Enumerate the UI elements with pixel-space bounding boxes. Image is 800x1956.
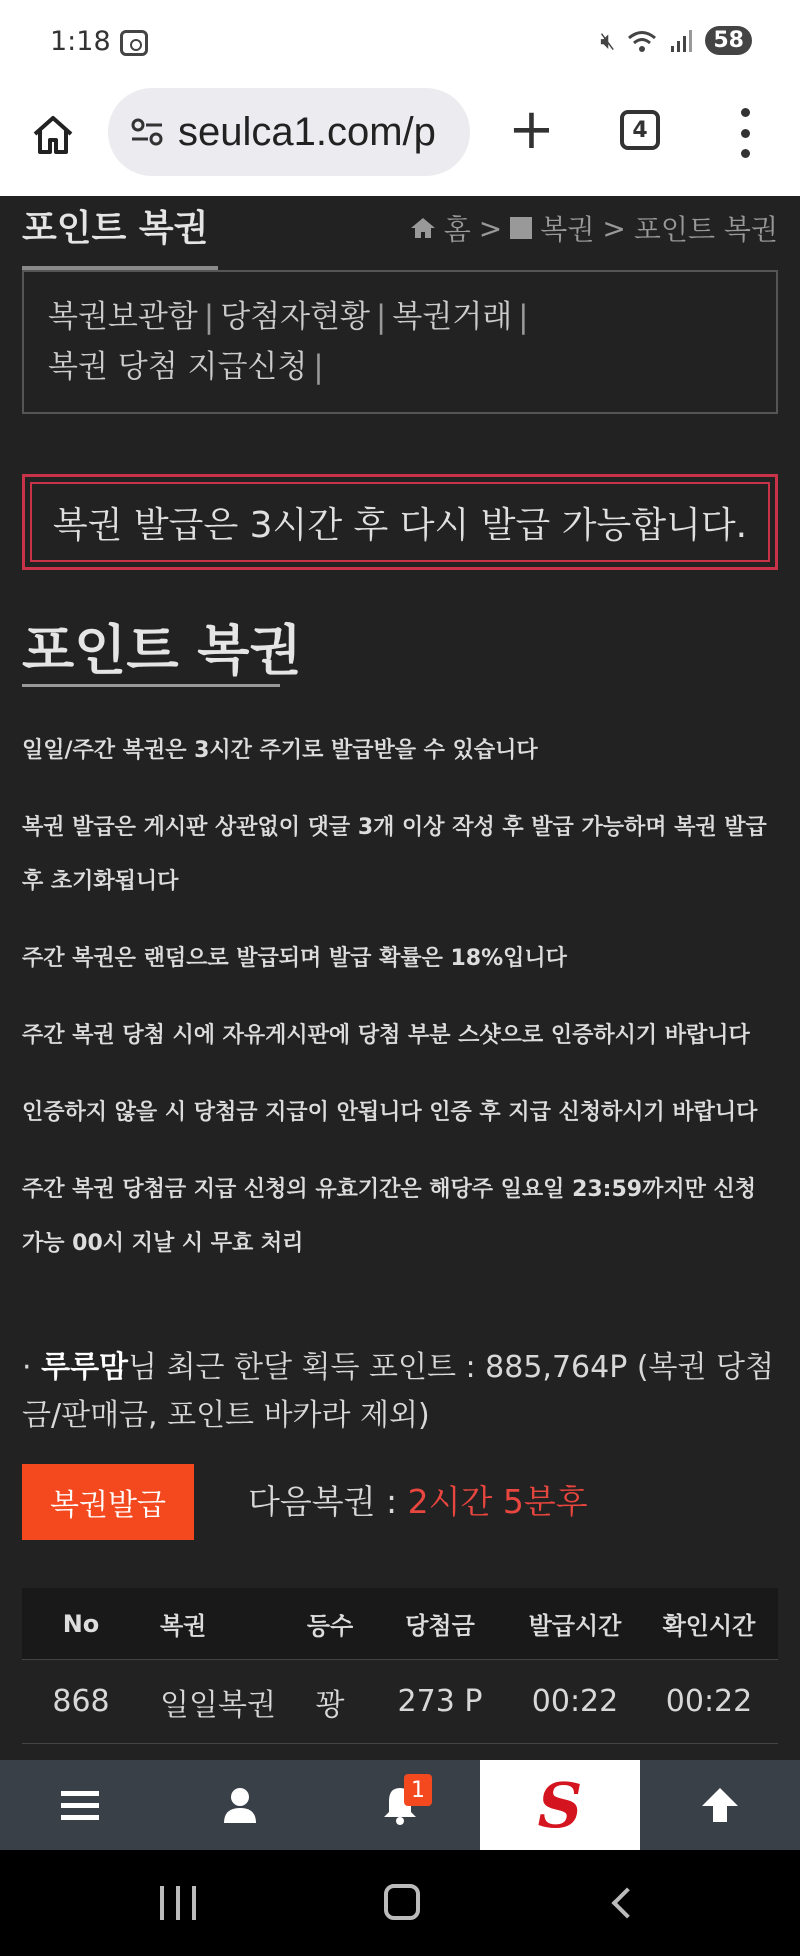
- sub-nav-separator: |: [203, 299, 215, 335]
- status-bar: [0, 0, 800, 88]
- site-logo: S: [537, 1768, 583, 1842]
- section-title: 포인트 복권: [22, 619, 302, 682]
- lottery-table: [22, 1588, 778, 1744]
- cell-rank: 꽝: [315, 1687, 345, 1723]
- rule-item: 주간 복권 당첨 시에 자유게시판에 당첨 부분 스샷으로 인증하시기 바랍니다: [22, 1023, 750, 1048]
- recents-icon[interactable]: [160, 1886, 196, 1920]
- notice-box: [22, 474, 778, 570]
- home-nav-icon[interactable]: [384, 1884, 420, 1920]
- header-prize: 당첨금: [405, 1612, 475, 1640]
- next-lottery-info: [248, 1476, 588, 1523]
- rule-item: 주간 복권은 랜덤으로 발급되며 발급 확률은 18%입니다: [22, 946, 567, 971]
- rule-item: 일일/주간 복권은 3시간 주기로 발급받을 수 있습니다: [22, 738, 538, 763]
- new-tab-icon[interactable]: +: [508, 97, 555, 162]
- table-row[interactable]: [22, 1660, 778, 1744]
- site-logo-button[interactable]: [480, 1760, 640, 1850]
- sub-nav-separator: |: [313, 349, 324, 385]
- mute-icon: 🔇︎: [600, 26, 616, 55]
- header-lottery: 복권: [160, 1612, 207, 1640]
- sub-nav-payout-request[interactable]: 복권 당첨 지급신청: [48, 349, 308, 385]
- scroll-top-button[interactable]: [640, 1760, 800, 1850]
- back-icon[interactable]: [611, 1887, 642, 1918]
- cell-lottery: 일일복권: [160, 1687, 276, 1723]
- notice-text: 복권 발급은 3시간 후 다시 발급 가능합니다.: [30, 482, 770, 562]
- home-icon[interactable]: [30, 112, 76, 158]
- page-title: 포인트 복권: [22, 208, 209, 249]
- points-text: 님 최근 한달 획득 포인트 : 885,764P (복권 당첨금/판매금, 포인트 바카라 제외): [22, 1350, 775, 1433]
- breadcrumb-separator: >: [602, 211, 626, 245]
- sub-nav-separator: |: [375, 299, 387, 335]
- more-menu-icon[interactable]: [738, 108, 752, 158]
- rule-item: 주간 복권 당첨금 지급 신청의 유효기간은 해당주 일요일 23:59까지만 신청 가능 00시 지날 시 무효 처리: [22, 1177, 757, 1256]
- browser-toolbar: [0, 88, 800, 196]
- breadcrumb-category[interactable]: 복권: [540, 213, 595, 246]
- section-underline: [22, 684, 280, 687]
- next-lottery-countdown: 2시간 5분후: [407, 1482, 588, 1521]
- cell-no: 868: [52, 1684, 110, 1719]
- sub-nav-winners[interactable]: 당첨자현황: [220, 299, 370, 335]
- notifications-button[interactable]: [320, 1760, 480, 1850]
- notification-count-badge: 1: [404, 1774, 432, 1806]
- rule-item: 인증하지 않을 시 당첨금 지급이 안됩니다 인증 후 지급 신청하시기 바랍니다: [22, 1100, 758, 1125]
- url-text[interactable]: seulca1.com/p: [178, 109, 436, 154]
- menu-button[interactable]: [0, 1760, 160, 1850]
- cell-issue-time: 00:22: [531, 1684, 619, 1719]
- sub-navigation: [22, 270, 778, 414]
- signal-icon: [669, 30, 693, 52]
- header-no: No: [62, 1609, 100, 1638]
- arrow-up-icon: [700, 1786, 740, 1824]
- hamburger-icon: [61, 1789, 99, 1821]
- rules-list: [22, 724, 782, 1294]
- header-check-time: 확인시간: [662, 1612, 756, 1640]
- android-navigation-bar: [0, 1850, 800, 1956]
- header-rank: 등수: [306, 1612, 354, 1640]
- rule-item: 복권 발급은 게시판 상관없이 댓글 3개 이상 작성 후 발급 가능하며 복권 발급 후 초기화됩니다: [22, 815, 767, 894]
- battery-indicator: 58: [705, 26, 752, 55]
- page-content: [0, 196, 800, 1760]
- cell-check-time: 00:22: [665, 1684, 753, 1719]
- user-nickname: 루루맘: [41, 1350, 129, 1385]
- sub-nav-lottery-trade[interactable]: 복권거래: [392, 299, 513, 335]
- sub-nav-separator: |: [518, 299, 529, 335]
- header-issue-time: 발급시간: [528, 1612, 622, 1640]
- site-settings-icon[interactable]: [130, 117, 164, 147]
- screenshot-icon: [120, 30, 148, 56]
- user-icon: [223, 1787, 257, 1823]
- breadcrumb-separator: >: [478, 211, 503, 245]
- breadcrumb-current: 포인트 복권: [633, 213, 778, 246]
- issue-lottery-button[interactable]: 복권발급: [22, 1464, 194, 1540]
- page-header: [22, 196, 778, 270]
- status-time: 1:18: [50, 26, 111, 57]
- table-header-row: [22, 1588, 778, 1660]
- next-lottery-label: 다음복권 :: [248, 1482, 408, 1521]
- points-summary: [22, 1344, 782, 1440]
- wifi-icon: [627, 29, 657, 53]
- url-bar[interactable]: [108, 88, 470, 176]
- cell-prize: 273 P: [397, 1684, 483, 1719]
- sub-nav-lottery-storage[interactable]: 복권보관함: [48, 299, 198, 335]
- bullet: ·: [22, 1350, 32, 1385]
- profile-button[interactable]: [160, 1760, 320, 1850]
- breadcrumb: [410, 208, 778, 248]
- site-bottom-toolbar: [0, 1760, 800, 1850]
- status-icons: [600, 26, 752, 55]
- breadcrumb-home[interactable]: 홈: [443, 213, 471, 246]
- breadcrumb-home-icon[interactable]: [410, 217, 436, 239]
- tab-switcher-button[interactable]: 4: [620, 110, 660, 150]
- square-icon: [510, 217, 532, 239]
